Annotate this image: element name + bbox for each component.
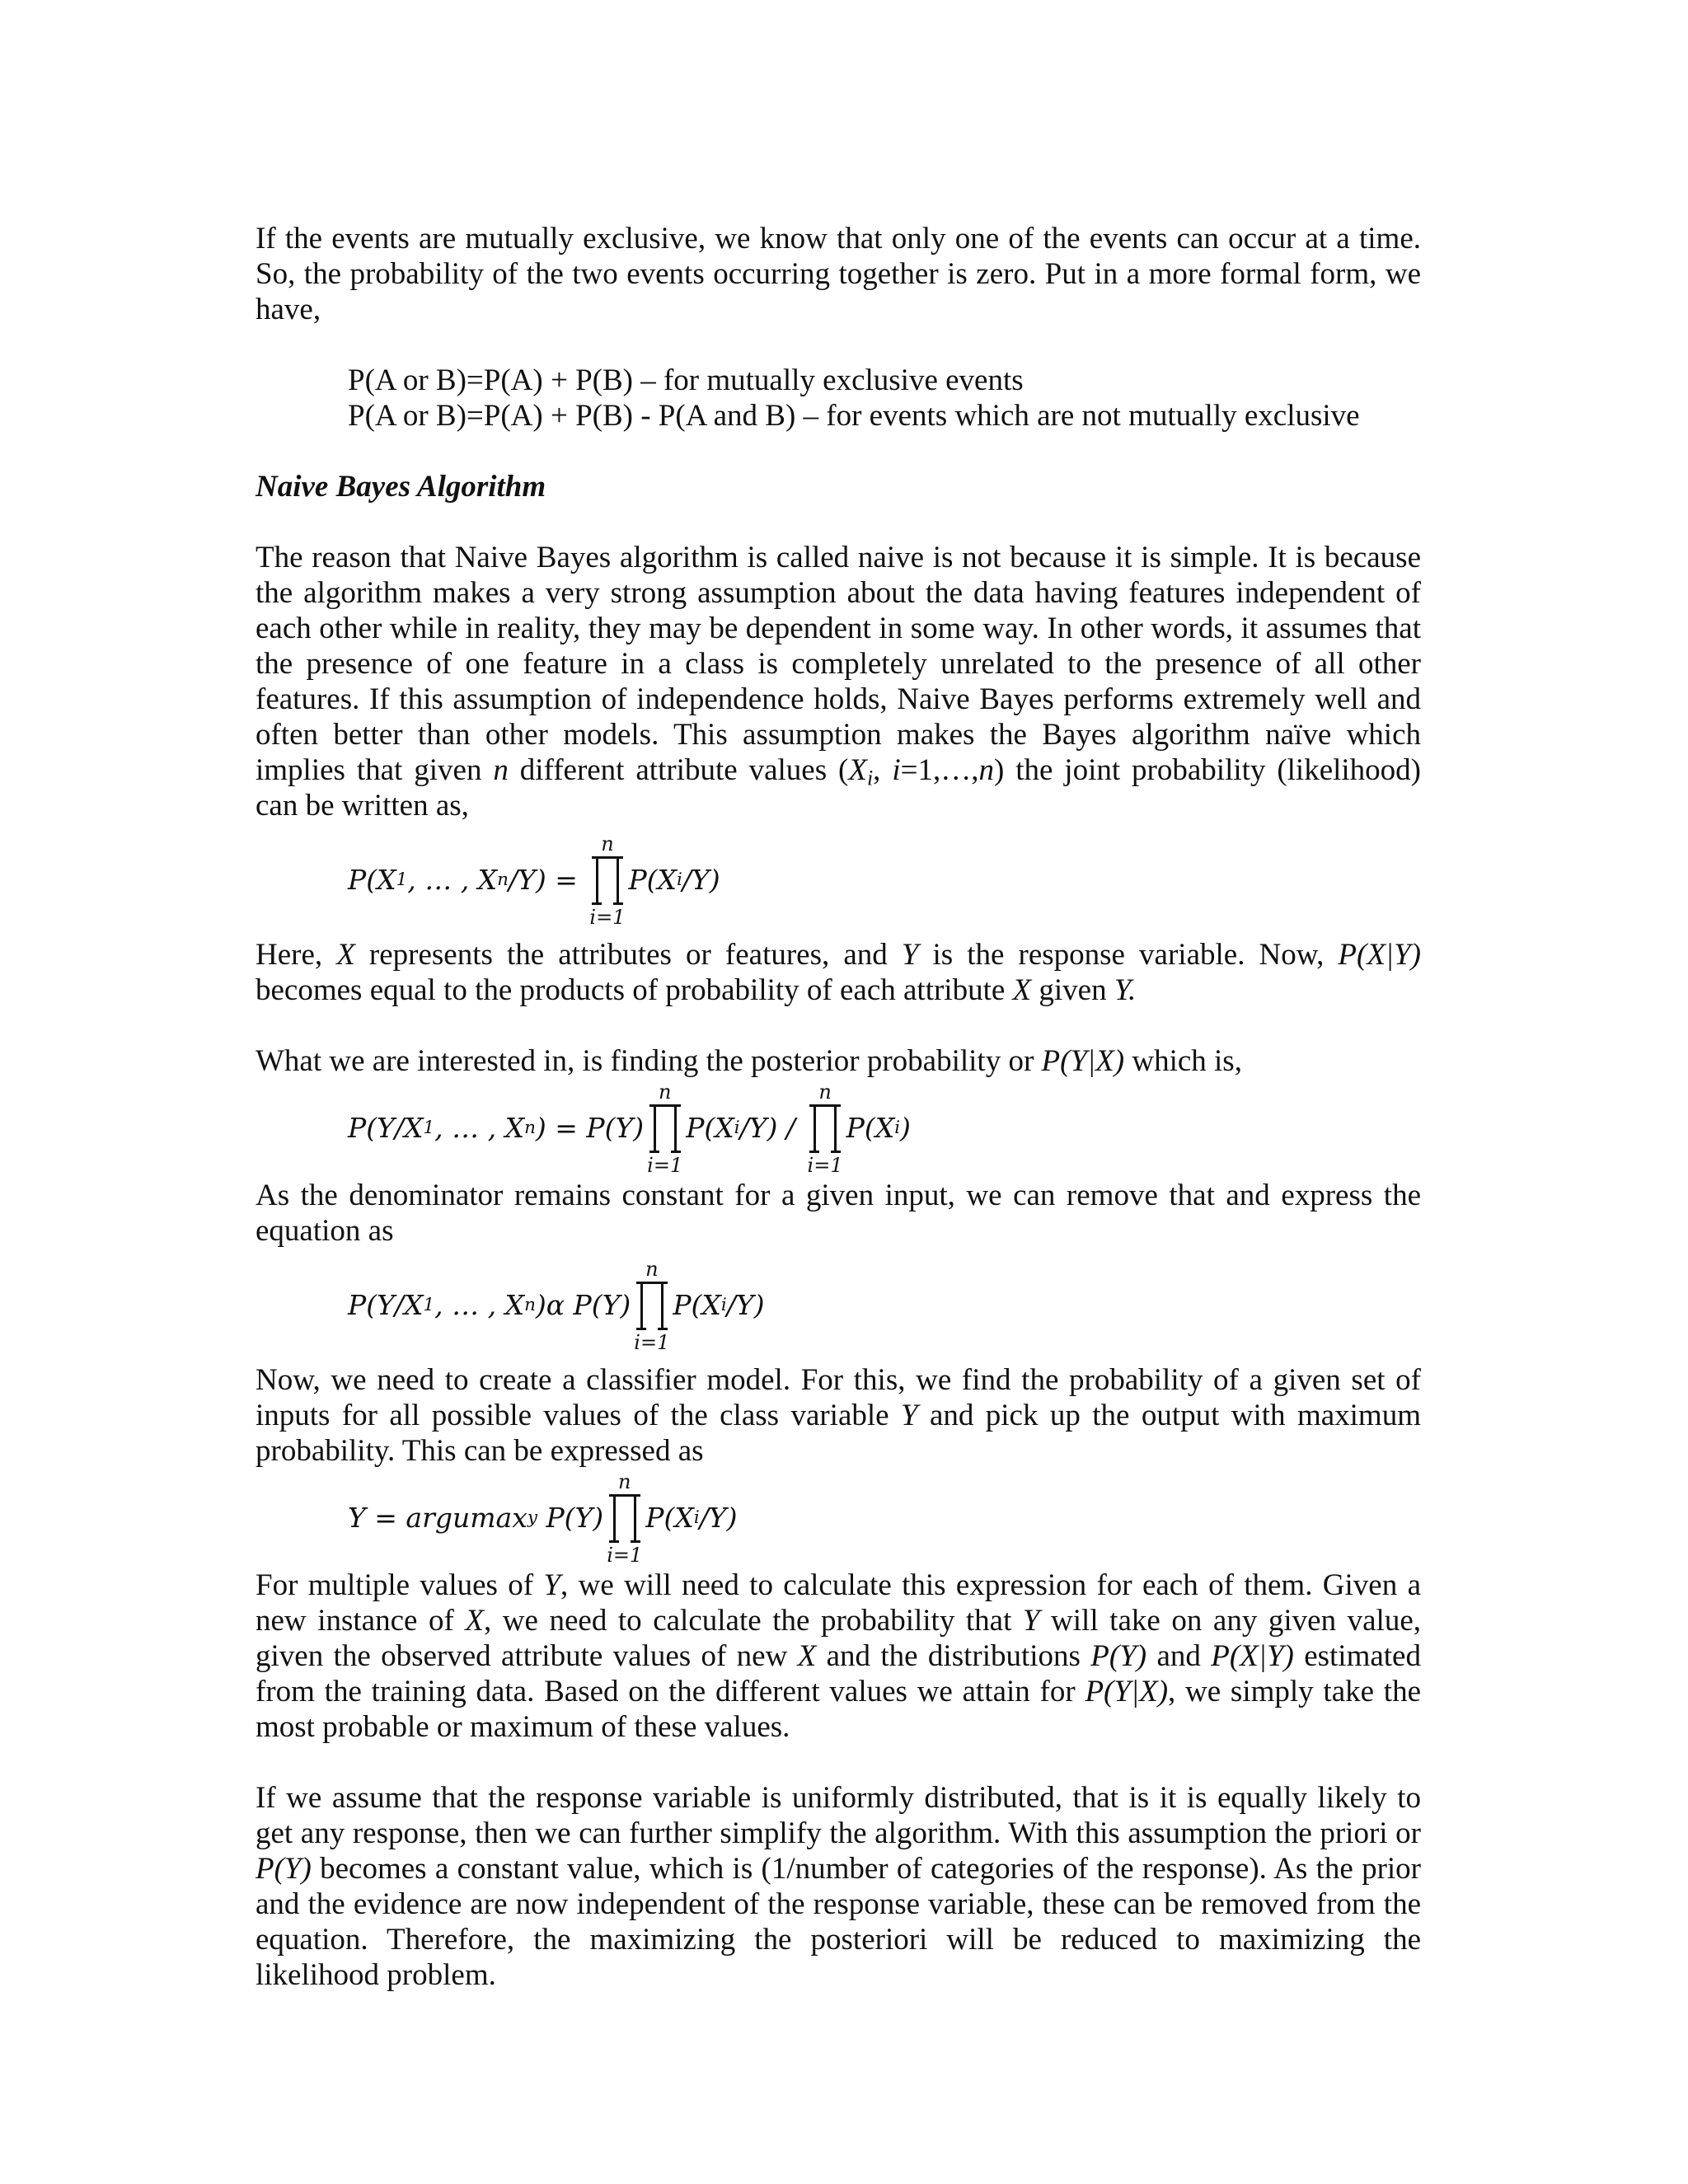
equation-joint-likelihood: P(X 1 , … , X n /Y) = n i=1 P(X i /Y)	[348, 832, 720, 929]
equation-posterior: P(Y/X 1 , … , X n ) = P(Y) n i=1 P(X i /Y) / n i=1 P(X i )	[348, 1080, 911, 1177]
product-operator: n i=1	[607, 1469, 643, 1567]
addition-rule-exclusive: P(A or B)=P(A) + P(B) – for mutually exclusive events	[348, 363, 1024, 397]
attributes-paragraph: Here, X represents the attributes or features, and Y is the response variable. Now, P(X|Y) becomes equal to the products of probability of each attribute X given Y.	[256, 938, 1421, 1007]
multiple-values-paragraph: For multiple values of Y, we will need to calculate this expression for each of them. Given a new instance of X, we need to calculate the probability that Y will take on any given value, given the observed attribute values of new X and the distributions P(Y) and P(X|Y) estimated from the training data. Based on the different values we attain for P(Y|X), we simply take the most probable or maximum of these values.	[256, 1568, 1422, 1744]
posterior-paragraph: What we are interested in, is finding the posterior probability or P(Y|X) which is,	[256, 1044, 1242, 1078]
naive-bayes-paragraph: The reason that Naive Bayes algorithm is called naive is not because it is simple. It is because the algorithm makes a very strong assumption about the data having features independent of each other while in reality, they may be dependent in some way. In other words, it assumes that the presence of one feature in a class is completely unrelated to the presence of all other features. If this assumption of independence holds, Naive Bayes performs extremely well and often better than other models. This assumption makes the Bayes algorithm naïve which implies that given n different attribute values ($X_i$, i=1,…,n) the joint probability (likelihood) can be written as,	[256, 541, 1422, 823]
product-operator: n i=1	[589, 832, 626, 929]
addition-rule-non-exclusive: P(A or B)=P(A) + P(B) - P(A and B) – for events which are not mutually exclusive	[348, 399, 1360, 433]
classifier-paragraph: Now, we need to create a classifier model. For this, we find the probability of a given set of inputs for all possible values of the class variable Y and pick up the output with maximum probability. This can be expressed as	[256, 1363, 1421, 1468]
product-operator: n i=1	[807, 1080, 843, 1177]
uniform-distribution-paragraph: If we assume that the response variable is uniformly distributed, that is it is equally likely to get any response, then we can further simplify the algorithm. With this assumption the priori or P(Y) becomes a constant value, which is (1/number of categories of the response). As the prior and the evidence are now independent of the response variable, these can be removed from the equation. Therefore, the maximizing the posteriori will be reduced to maximizing the likelihood problem.	[256, 1781, 1421, 1992]
section-heading: Naive Bayes Algorithm	[256, 470, 546, 504]
equation-proportional: P(Y/X 1 , … , X n )α P(Y) n i=1 P(X i /Y)	[348, 1257, 765, 1354]
document-body	[256, 221, 1421, 1993]
denominator-paragraph: As the denominator remains constant for a given input, we can remove that and express the equation as	[256, 1179, 1421, 1248]
intro-paragraph: If the events are mutually exclusive, we know that only one of the events can occur at a time. So, the probability of the two events occurring together is zero. Put in a more formal form, we have,	[256, 222, 1421, 326]
equation-argmax: Y = argumax y P(Y) n i=1 P(X i /Y)	[348, 1469, 738, 1567]
product-operator: n i=1	[647, 1080, 683, 1177]
product-operator: n i=1	[634, 1257, 670, 1354]
